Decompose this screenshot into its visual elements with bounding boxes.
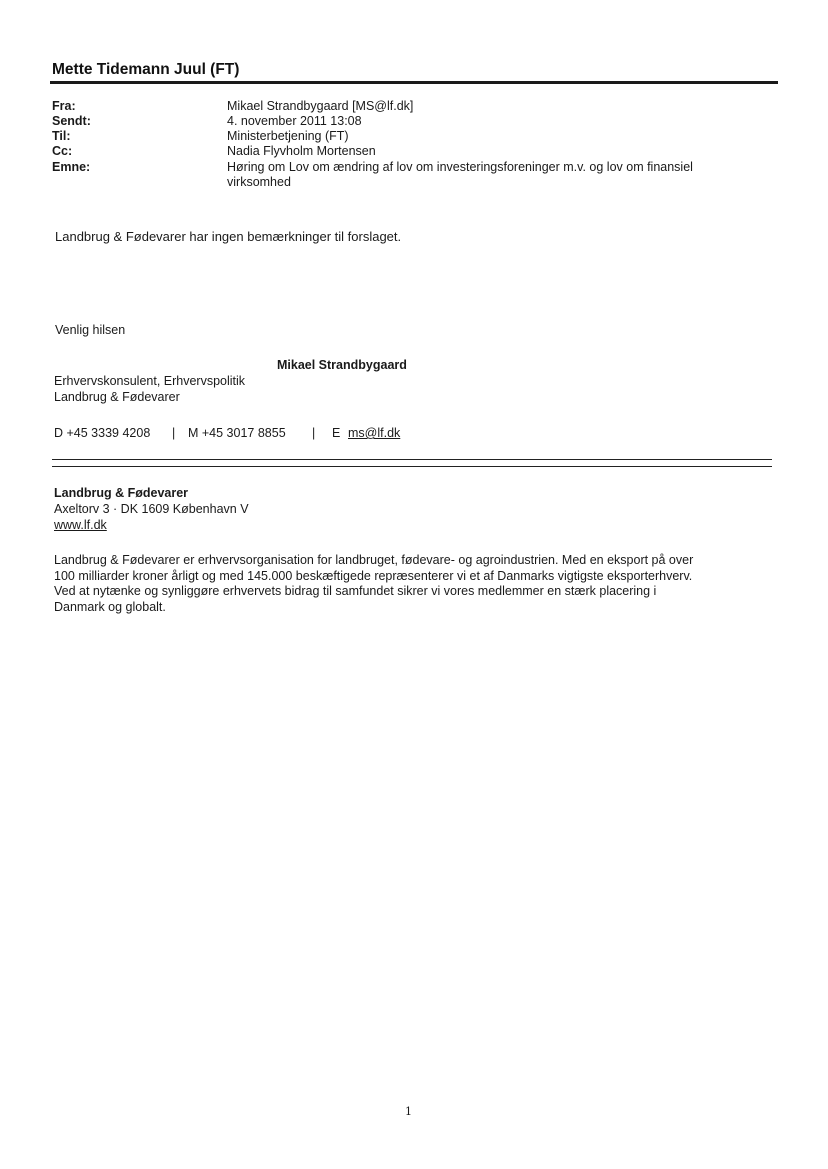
- signature-organization: Landbrug & Fødevarer: [54, 390, 180, 404]
- about-line-1: Landbrug & Fødevarer er erhvervsorganisation for landbruget, fødevare- og agroindustrien. Med en eksport på over: [54, 553, 694, 567]
- from-value: Mikael Strandbygaard [MS@lf.dk]: [227, 99, 414, 113]
- subject-line-1: Høring om Lov om ændring af lov om investeringsforeninger m.v. og lov om finansiel: [227, 160, 693, 174]
- signature-title: Erhvervskonsulent, Erhvervspolitik: [54, 374, 246, 388]
- greeting: Venlig hilsen: [55, 323, 126, 337]
- message-text: Landbrug & Fødevarer har ingen bemærkninger til forslaget.: [55, 229, 402, 244]
- about-line-4: Danmark og globalt.: [54, 599, 166, 614]
- document-title: Mette Tidemann Juul (FT): [52, 61, 240, 78]
- about-line-3: Ved at nytænke og synliggøre erhvervets bidrag til samfundet sikrer vi vores medlemmer en stærk placering i: [54, 584, 657, 598]
- about-paragraph: [54, 553, 774, 615]
- contact-email-link[interactable]: ms@lf.dk: [348, 426, 401, 440]
- from-label: Fra:: [52, 99, 76, 113]
- sent-label: Sendt:: [52, 114, 91, 128]
- contact-mobile: M +45 3017 8855: [188, 426, 286, 440]
- contact-separator-2: |: [312, 426, 316, 440]
- subject-line-2: virksomhed: [227, 175, 291, 189]
- title-divider: [50, 81, 778, 84]
- sent-value: 4. november 2011 13:08: [227, 114, 362, 128]
- footer-org-name: Landbrug & Fødevarer: [54, 486, 189, 500]
- signature-name: Mikael Strandbygaard: [277, 358, 407, 372]
- contact-separator-1: |: [172, 426, 176, 440]
- footer-address: Axeltorv 3 · DK 1609 København V: [54, 502, 249, 516]
- contact-email-prefix: E: [332, 426, 341, 440]
- to-label: Til:: [52, 129, 71, 143]
- page-number: 1: [405, 1105, 412, 1118]
- footer-website-link[interactable]: www.lf.dk: [54, 518, 107, 532]
- footer-divider-top: [52, 459, 772, 460]
- cc-label: Cc:: [52, 144, 73, 158]
- footer-divider-bottom: [52, 466, 772, 467]
- to-value: Ministerbetjening (FT): [227, 129, 349, 143]
- subject-label: Emne:: [52, 160, 91, 174]
- about-line-2: 100 milliarder kroner årligt og med 145.000 beskæftigede repræsenterer vi et af Danmarks vigtigste eksporterhverv.: [54, 568, 693, 583]
- cc-value: Nadia Flyvholm Mortensen: [227, 144, 376, 158]
- contact-direct: D +45 3339 4208: [54, 426, 151, 440]
